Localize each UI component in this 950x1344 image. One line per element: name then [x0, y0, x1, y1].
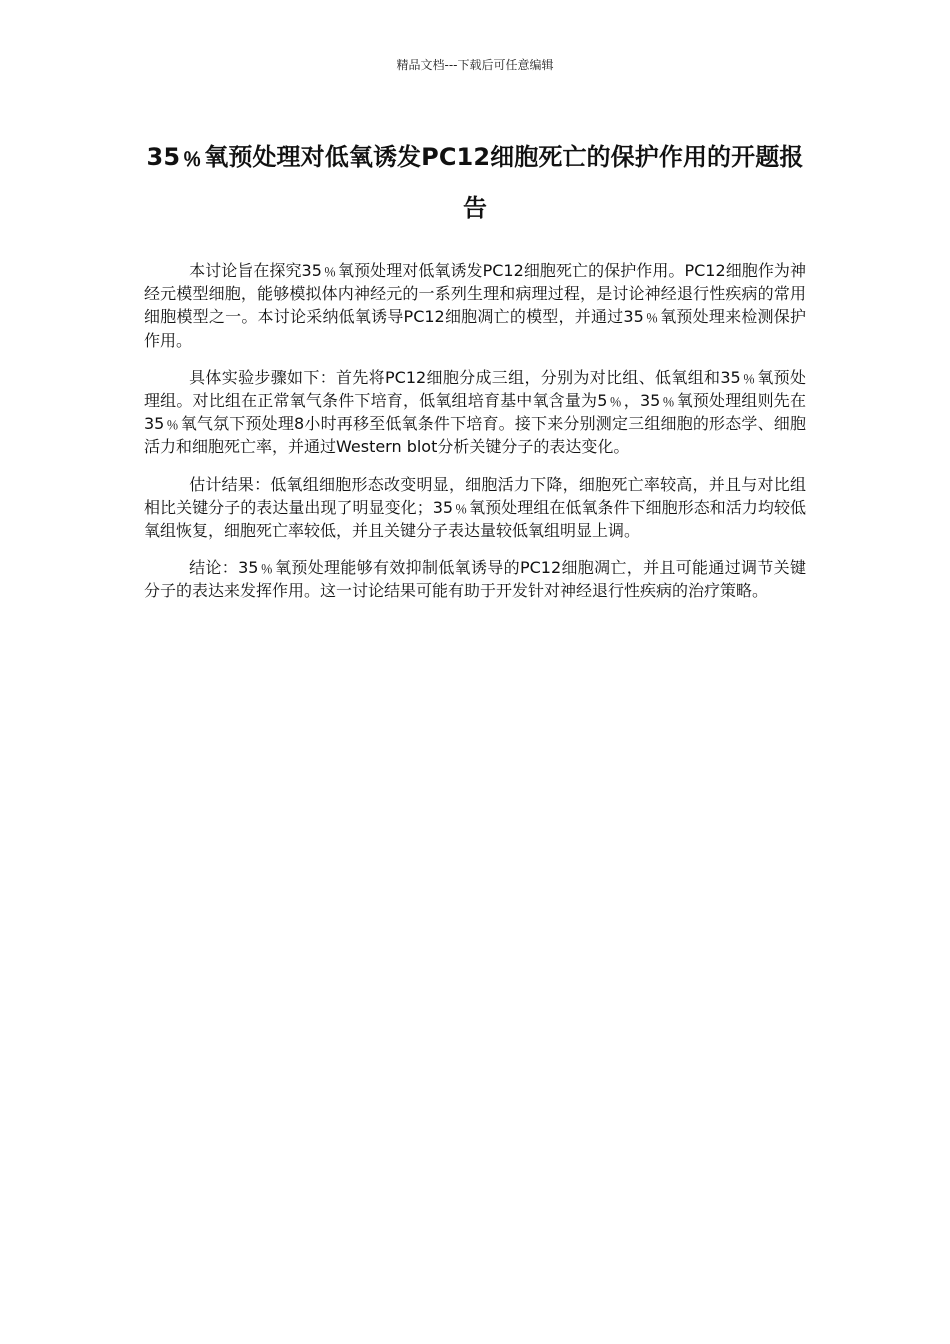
paragraph-introduction: 本讨论旨在探究35﹪氧预处理对低氧诱发PC12细胞死亡的保护作用。PC12细胞作为神经元模型细胞，能够模拟体内神经元的一系列生理和病理过程，是讨论神经退行性疾病的常用细胞模型之一。本讨论采纳低氧诱导PC12细胞凋亡的模型，并通过35﹪氧预处理来检测保护作用。 [144, 261, 806, 350]
document-body [144, 259, 806, 617]
paragraph-conclusion: 结论：35﹪氧预处理能够有效抑制低氧诱导的PC12细胞凋亡，并且可能通过调节关键分子的表达来发挥作用。这一讨论结果可能有助于开发针对神经退行性疾病的治疗策略。 [144, 558, 806, 601]
header-note: 精品文档---下载后可任意编辑 [396, 58, 554, 72]
document-title: 35﹪氧预处理对低氧诱发PC12细胞死亡的保护作用的开题报告 [146, 143, 804, 222]
paragraph-methods: 具体实验步骤如下：首先将PC12细胞分成三组，分别为对比组、低氧组和35﹪氧预处理组。对比组在正常氧气条件下培育，低氧组培育基中氧含量为5﹪，35﹪氧预处理组则先在35﹪氧气氛下预处理8小时再移至低氧条件下培育。接下来分别测定三组细胞的形态学、细胞活力和细胞死亡率，并通过Western blot分析关键分子的表达变化。 [144, 367, 806, 457]
paragraph-expected-results: 估计结果：低氧组细胞形态改变明显，细胞活力下降，细胞死亡率较高，并且与对比组相比关键分子的表达量出现了明显变化；35﹪氧预处理组在低氧条件下细胞形态和活力均较低氧组恢复，细胞死亡率较低，并且关键分子表达量较低氧组明显上调。 [144, 474, 806, 541]
